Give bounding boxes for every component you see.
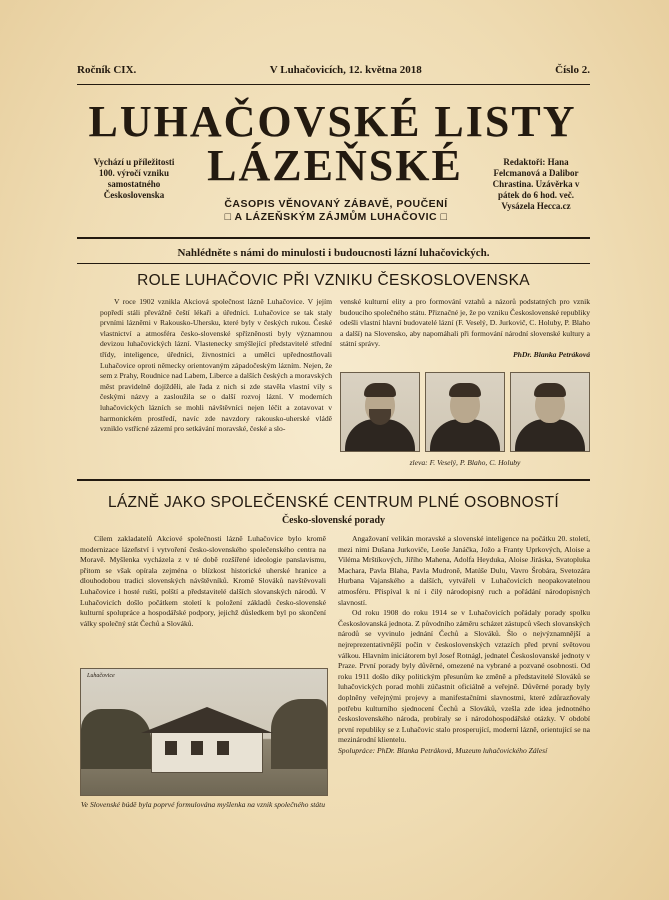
subtitle-line2-wrap — [200, 211, 472, 224]
top-info-line — [77, 64, 590, 76]
left-ear-box: Vychází u příležitosti 100. výročí vzniku samostatného Československa — [93, 157, 175, 200]
article2-col2b-text: Od roku 1908 do roku 1914 se v Luhačovicích pořádaly porady spolku Českoslovanská jednota. Z původního záměru scházet zástupců všech slovanských národů se vyvinulo jednání Čechů a Slováků. Šlo o nejvýznamnější a nejreprezentativnější počin v československých vztazích před první světovou válkou. Hlavním iniciátorem byl Josef Rotnágl, jednatel Českoslovanské jednoty v Praze. První porady byly důvěrné, omezené na vybrané a pozvané osobnosti. Od roku 1911 došlo díky politickým přesunům ke změně a představitelé Slováků se luhačovických porad mohli zúčastnit oficiálně a veřejně. Důvěrné porady byly doplněny veřejnými projevy a manifestačními slavnostmi, které zdůrazňovaly potřebu kulturního sjednocení Čechů a Slováků, vzešla zde idea jednotného československého národa, probíraly se i národohospodářské otázky. V období první republiky se z Luhačovic stalo prosperující, moderní lázně, orientující se na mezinárodní klientelu. — [338, 608, 590, 745]
masthead-title-line1: LUHAČOVSKÉ LISTY — [88, 97, 577, 146]
slovenska-buda-photo — [80, 668, 328, 796]
trees-right — [271, 699, 327, 769]
window — [165, 741, 177, 755]
article2-column1 — [80, 534, 326, 629]
masthead-subtitle — [200, 198, 472, 224]
volume-number: Ročník CIX. — [77, 64, 137, 76]
article2-col2a-text: Angažovaní velikán moravské a slovenské inteligence na počátku 20. století, mezi nimi Dušana Jurkoviče, Leoše Janáčka, Jožo a Franty Uprkových, Aloise a Viléma Mrštíkových, Jiřího Mahena, Adolfa Heyduka, Aloise Jiráska, Svatopluka Machara, Pavla Blaha, Pavla Mudroně, Matúše Dulu, Vavro Šrobára, Svetozára Hurbana Vajanského a dalších, vytvářeli v Luhačovicích neopakovatelnou atmosféru. Přispíval k ní i čilý národopisný ruch a pořádání národopisných slavností. — [338, 534, 590, 607]
portrait-holuby — [510, 372, 590, 452]
article2-col1-text: Cílem zakladatelů Akciové společnosti lázně Luhačovice bylo kromě modernizace lázeňství i vytvoření česko-slovenského společenského centra na Moravě. Myšlenka vycházela z v té době rozšířené ideologie panslavismu, přitom se však opírala zejména o blízkost historické uherské hranice a dlouhodobou tradici slovenských návštěvníků. Kromě Slováků navštěvovali Luhačovice i hosté ruští, polští a představitelé dalších slovanských národů. V Luhačovicích došlo počátkem století k položení základů česko-slovenské kulturní spolupráce a hospodářské podpory, jejichž důsledkem byl po skončení války společný stát Čechů a Slováků. — [80, 534, 326, 628]
window — [217, 741, 229, 755]
top-divider — [77, 84, 590, 85]
article2-heading: LÁZNĚ JAKO SPOLEČENSKÉ CENTRUM PLNÉ OSOBNOSTÍ — [107, 494, 560, 511]
article1-column2 — [340, 297, 590, 361]
photo-label: Luhačovice — [87, 673, 115, 679]
issue-number: Číslo 2. — [555, 64, 590, 76]
article2-subheading: Česko-slovenské porady — [281, 515, 386, 526]
right-ear-box: Redaktoři: Hana Felcmanová a Dalibor Chrastina. Uzávěrka v pátek do 6 hod. več. Vysázela Hecca.cz — [492, 157, 580, 211]
article1-signature: PhDr. Blanka Petráková — [513, 349, 590, 359]
portrait-blaho — [425, 372, 505, 452]
portrait-vesely — [340, 372, 420, 452]
square-ornament-icon: □ — [440, 211, 448, 223]
article2-source: Spolupráce: PhDr. Blanka Petráková, Muzeum luhačovického Zálesí — [338, 745, 548, 755]
building-photo-caption: Ve Slovenské búdě byla poprvé formulována myšlenka na vznik společného státu — [80, 800, 326, 809]
article1-heading: ROLE LUHAČOVIC PŘI VZNIKU ČESKOSLOVENSKA — [137, 272, 530, 289]
masthead-title-line2: LÁZEŇSKÉ — [207, 141, 463, 190]
subtitle-line2: A LÁZEŇSKÝM ZÁJMŮM LUHAČOVIC — [234, 211, 438, 223]
article1-col2-text: venské kulturní elity a pro formování vztahů a názorů podstatných pro vznik budoucího společného státu. Přiznačné je, že po vzniku Československé republiky odešli vlastní hlavní budovatelé lázní (F. Veselý, D. Jurkovič, C. Holuby, P. Blaho a další) na Slovensko, aby napomáhali při formování národní slovenské kultury a státní správy. — [340, 297, 590, 349]
masthead-divider-bottom — [77, 263, 590, 264]
article2-column2 — [338, 534, 590, 756]
place-date: V Luhačovicích, 12. května 2018 — [269, 64, 422, 76]
article-divider — [77, 479, 590, 481]
portraits-caption: zleva: F. Veselý, P. Blaho, C. Holuby — [409, 458, 521, 467]
square-ornament-icon: □ — [224, 211, 232, 223]
subtitle-line1: ČASOPIS VĚNOVANÝ ZÁBAVĚ, POUČENÍ — [224, 198, 448, 210]
masthead-divider-top — [77, 237, 590, 239]
building-roof — [141, 707, 273, 733]
article1-column1 — [100, 297, 332, 435]
tagline: Nahlédněte s námi do minulosti i budoucnosti lázní luhačovických. — [177, 247, 490, 259]
window — [191, 741, 203, 755]
article1-col1-text: V roce 1902 vznikla Akciová společnost lázně Luhačovice. V jejím popředí stáli převážně čeští lékaři a úředníci. Luhačovice se tak staly prvními lázněmi v Rakousko-Uhersku, které byly v českých rukou. České vlastnictví a atmosféra česko-slovenské spřízněnosti byly významnou devizou luhačovických lázní. Vlastenecky smýšlející představitelé střední třídy, inteligence, úředníci, živnostníci a umělci upřednostňovali Luhačovice oproti německy orientovaným západočeským lázním. Nejen, že sem z Prahy, Roudnice nad Labem, Liberce a dalších českých a moravských měst pravidelně dojížděli, ale řada z nich si zde stavěla vlastní vily s českými názvy a zasloužila se o další rozvoj lázní. V moderních luhačovických lázních se mohli návštěvníci nejen léčit a zotavovat v harmonickém prostředí, navíc zde navzdory rakousko-uherské vládě vzniklo vstřícné zázemí pro setkávání moravské, české a slo- — [100, 297, 332, 434]
